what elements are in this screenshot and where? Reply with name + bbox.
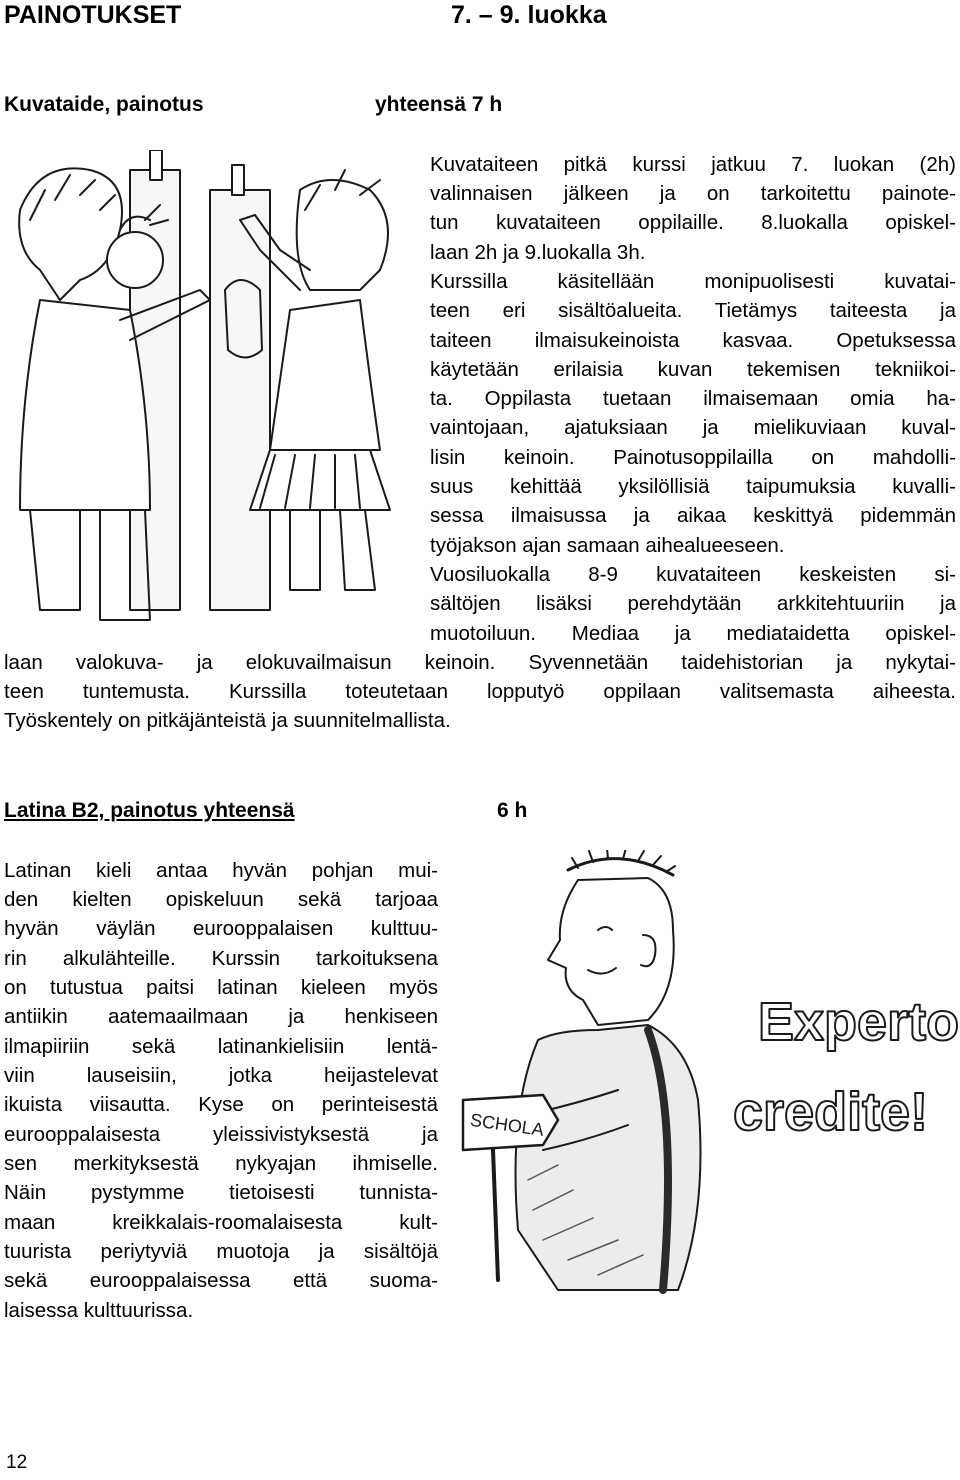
- section2-line: Näin pystymme tietoisesti tunnista-: [4, 1181, 438, 1204]
- section1-line: Kurssilla käsitellään monipuolisesti kuvatai-: [430, 270, 956, 293]
- section2-line: viin lauseisiin, jotka heijastelevat: [4, 1064, 438, 1087]
- section1-line: muotoiluun. Mediaa ja mediataidetta opiskel-: [430, 622, 956, 645]
- section2-line: Latinan kieli antaa hyvän pohjan mui-: [4, 859, 438, 882]
- section1-line: lisin keinoin. Painotusoppilailla on mahdolli-: [430, 446, 956, 469]
- section2-line: rin alkulähteille. Kurssin tarkoituksena: [4, 947, 438, 970]
- section2-line: antiikin aatemaailmaan ja henkiseen: [4, 1005, 438, 1028]
- section1-line: sältöjen lisäksi perehdytään arkkitehtuuriin ja: [430, 592, 956, 615]
- page-title: PAINOTUKSET: [4, 1, 182, 29]
- section2-line: laisessa kulttuurissa.: [4, 1299, 194, 1322]
- roman-teacher-illustration: [448, 850, 960, 1300]
- section1-line: Vuosiluokalla 8-9 kuvataiteen keskeisten si-: [430, 563, 956, 586]
- section2-line: tuurista periytyviä muotoja ja sisältöjä: [4, 1240, 438, 1263]
- section1-line: teen tuntemusta. Kurssilla toteutetaan lopputyö oppilaan valitsemasta aiheesta.: [4, 680, 956, 703]
- caption-experto: Experto: [758, 992, 960, 1052]
- section1-line: työjakson ajan samaan aihealueeseen.: [430, 534, 785, 557]
- section2-line: ilmapiiriin sekä latinankielisiin lentä-: [4, 1035, 438, 1058]
- section2-line: on tutustua paitsi latinan kieleen myös: [4, 976, 438, 999]
- section1-line: valinnaisen jälkeen ja on tarkoitettu painote-: [430, 182, 956, 205]
- page-number: 12: [6, 1452, 28, 1473]
- section2-line: hyvän väylän eurooppalaisen kulttuu-: [4, 917, 438, 940]
- sign-label: SCHOLA: [468, 1109, 546, 1140]
- caption-credite: credite!: [733, 1082, 929, 1142]
- section1-line: ta. Oppilasta tuetaan ilmaisemaan omia ha-: [430, 387, 956, 410]
- section2-line: den kielten opiskeluun sekä tarjoaa: [4, 888, 438, 911]
- section1-line: vaintojaan, ajatuksiaan ja mielikuviaan kuval-: [430, 416, 956, 439]
- section1-line: Työskentely on pitkäjänteistä ja suunnitelmallista.: [4, 709, 451, 732]
- section2-line: sen merkityksestä nykyajan ihmiselle.: [4, 1152, 438, 1175]
- section1-line: laan valokuva- ja elokuvailmaisun keinoin. Syvennetään taidehistorian ja nykytai-: [4, 651, 956, 674]
- section1-subject: Kuvataide, painotus: [4, 93, 204, 116]
- section1-line: Kuvataiteen pitkä kurssi jatkuu 7. luokan (2h): [430, 153, 956, 176]
- section1-line: taiteen ilmaisukeinoista kasvaa. Opetuksessa: [430, 329, 956, 352]
- section1-total: yhteensä 7 h: [375, 93, 503, 116]
- section1-line: suus kehittää yksilöllisiä taipumuksia kuvalli-: [430, 475, 956, 498]
- section2-subject: Latina B2, painotus yhteensä: [4, 799, 295, 822]
- section1-line: sessa ilmaisussa ja aikaa keskittyä pidemmän: [430, 504, 956, 527]
- section1-line: laan 2h ja 9.luokalla 3h.: [430, 241, 646, 264]
- section2-total: 6 h: [497, 799, 528, 822]
- section2-line: maan kreikkalais-roomalaisesta kult-: [4, 1211, 438, 1234]
- section1-line: tun kuvataiteen oppilaille. 8.luokalla opiskel-: [430, 211, 956, 234]
- section2-line: ikuista viisautta. Kyse on perinteisestä: [4, 1093, 438, 1116]
- section2-line: sekä eurooppalaisessa että suoma-: [4, 1269, 438, 1292]
- painting-students-illustration: [0, 150, 412, 635]
- grade-range: 7. – 9. luokka: [451, 1, 607, 29]
- section2-line: eurooppalaisesta yleissivistyksestä ja: [4, 1123, 438, 1146]
- section1-line: teen eri sisältöalueita. Tietämys taiteesta ja: [430, 299, 956, 322]
- section1-line: käytetään erilaisia kuvan tekemisen tekniikoi-: [430, 358, 956, 381]
